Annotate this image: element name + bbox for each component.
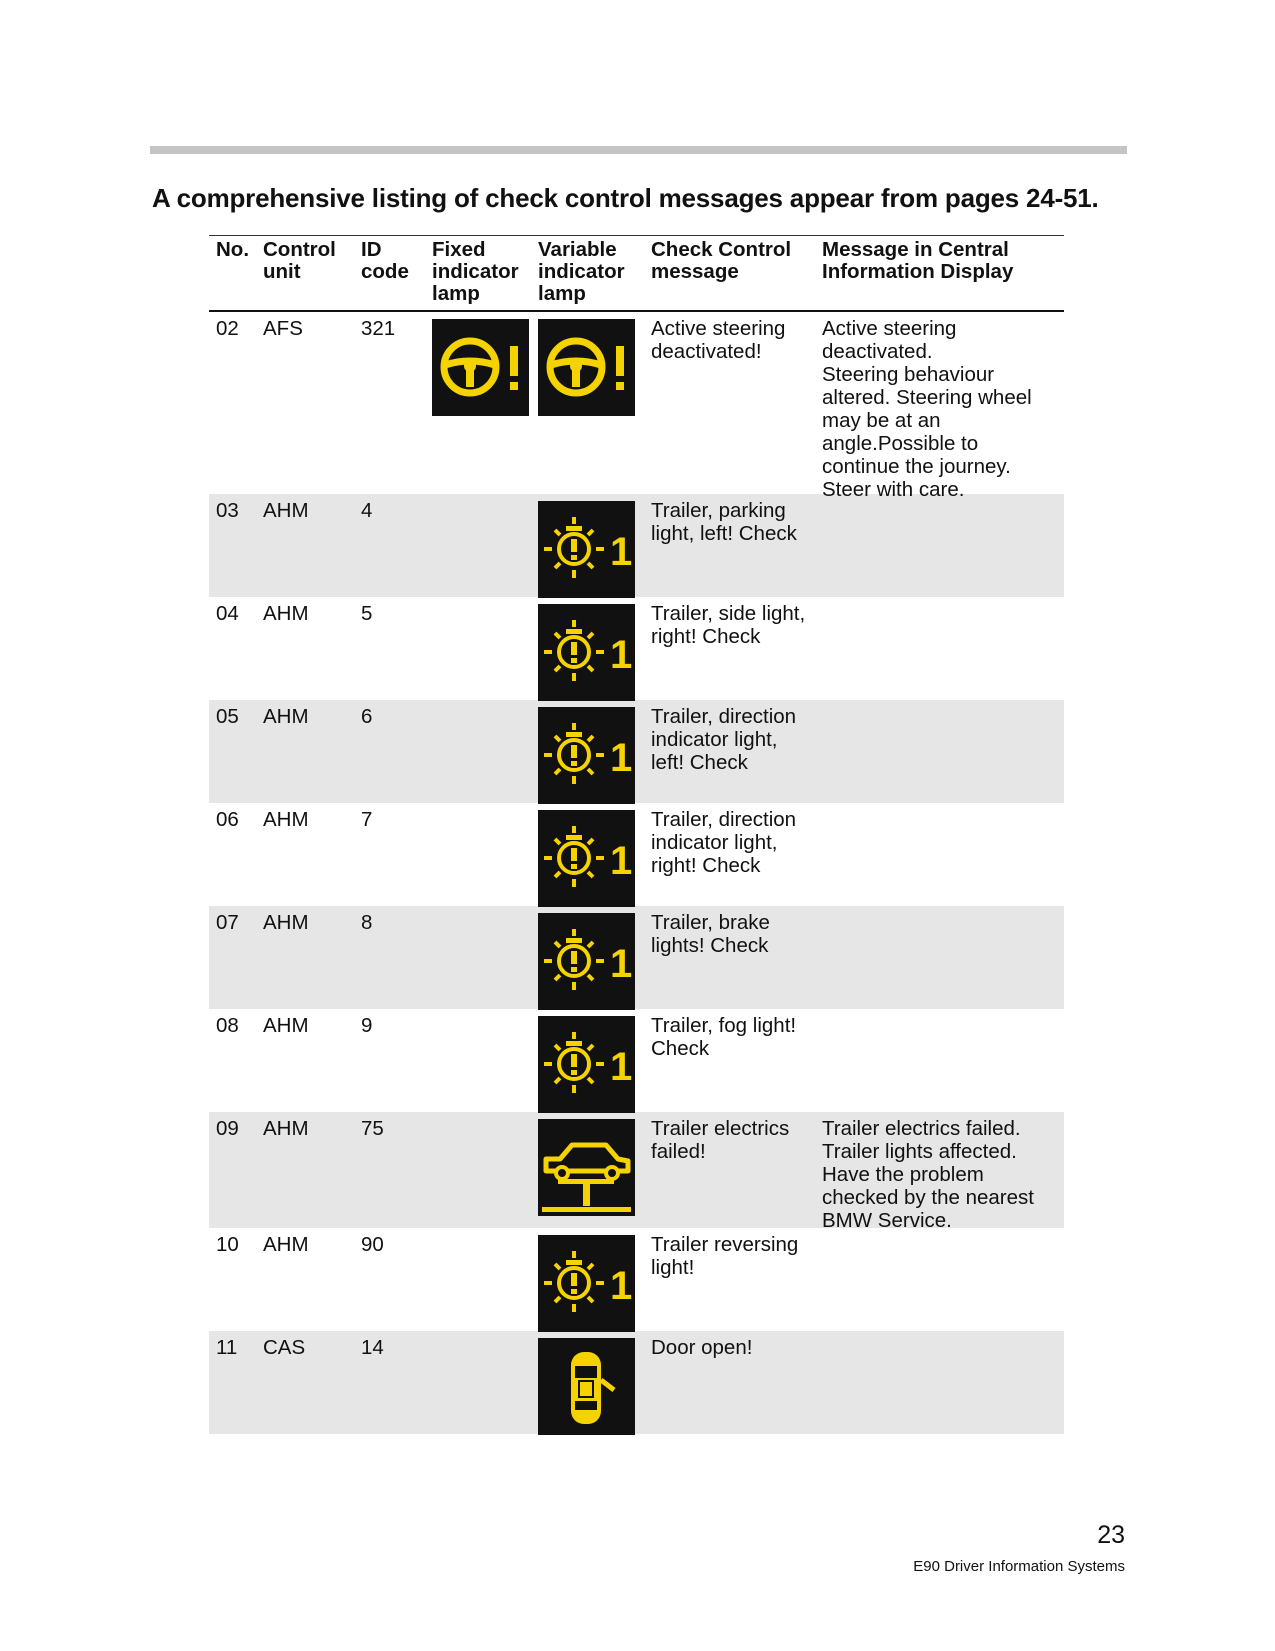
header-fixed-lamp: Fixed indicator lamp xyxy=(432,238,519,305)
row-control-unit: AHM xyxy=(263,1014,309,1037)
row-number: 04 xyxy=(216,602,239,625)
row-fixed-lamp xyxy=(427,1112,533,1228)
row-number: 05 xyxy=(216,705,239,728)
row-id-code: 90 xyxy=(361,1233,384,1256)
row-cid-message xyxy=(817,803,1064,906)
row-fixed-lamp xyxy=(427,312,533,494)
row-fixed-lamp xyxy=(427,494,533,597)
door-open-icon xyxy=(538,1338,635,1435)
row-control-unit: CAS xyxy=(263,1336,306,1359)
row-control-unit: AHM xyxy=(263,602,309,625)
row-variable-lamp xyxy=(533,1112,647,1228)
row-variable-lamp xyxy=(533,1331,647,1434)
row-check-control-message: Trailer, fog light! Check xyxy=(651,1014,797,1060)
row-number: 09 xyxy=(216,1117,239,1140)
table-row xyxy=(209,597,1064,700)
row-control-unit: AHM xyxy=(263,1117,309,1140)
row-check-control-message: Trailer reversing light! xyxy=(651,1233,799,1279)
row-check-control-message: Door open! xyxy=(651,1336,753,1359)
row-id-code: 9 xyxy=(361,1014,373,1037)
row-variable-lamp xyxy=(533,803,647,906)
svg-text:1: 1 xyxy=(610,839,633,883)
row-id-code: 7 xyxy=(361,808,373,831)
row-check-control-message: Trailer, brake lights! Check xyxy=(651,911,770,957)
footer-title: E90 Driver Information Systems xyxy=(913,1558,1125,1575)
row-check-control-message: Active steering deactivated! xyxy=(651,317,786,363)
header-control-unit: Control unit xyxy=(263,238,336,283)
row-cid-message: Trailer electrics failed. Trailer lights affected. Have the problem checked by the nearest BMW Service. xyxy=(822,1117,1034,1232)
row-cid-message xyxy=(817,906,1064,1009)
trailer-lamp-warning-icon xyxy=(538,501,635,598)
row-check-control-message: Trailer, parking light, left! Check xyxy=(651,499,797,545)
page-headline: A comprehensive listing of check control messages appear from pages 24-51. xyxy=(152,183,1099,213)
row-variable-lamp xyxy=(533,1009,647,1112)
row-check-control-message: Trailer, direction indicator light, left! Check xyxy=(651,705,797,774)
header-variable-lamp: Variable indicator lamp xyxy=(538,238,625,305)
row-fixed-lamp xyxy=(427,700,533,803)
row-id-code: 8 xyxy=(361,911,373,934)
page-number: 23 xyxy=(1097,1521,1125,1549)
header-no: No. xyxy=(216,238,250,261)
trailer-lamp-warning-icon xyxy=(538,1235,635,1332)
row-fixed-lamp xyxy=(427,803,533,906)
trailer-lamp-warning-icon xyxy=(538,913,635,1010)
table-row xyxy=(209,906,1064,1009)
table-row xyxy=(209,1112,1064,1232)
trailer-lamp-warning-icon xyxy=(538,810,635,907)
row-check-control-message: Trailer, side light, right! Check xyxy=(651,602,806,648)
steering-warning-icon xyxy=(538,319,635,416)
row-check-control-message: Trailer, direction indicator light, right! Check xyxy=(651,808,797,877)
trailer-lamp-warning-icon xyxy=(538,707,635,804)
row-variable-lamp xyxy=(533,312,647,494)
steering-warning-icon xyxy=(432,319,529,416)
svg-text:1: 1 xyxy=(610,530,633,574)
table-body xyxy=(209,312,1064,1434)
row-cid-message xyxy=(817,1228,1064,1331)
row-cid-message: Active steering deactivated. Steering behaviour altered. Steering wheel may be at an angle.Possible to continue the journey. Steer with care. xyxy=(822,317,1032,501)
row-number: 06 xyxy=(216,808,239,831)
row-cid-message xyxy=(817,1331,1064,1434)
row-cid-message xyxy=(817,1009,1064,1112)
row-id-code: 14 xyxy=(361,1336,384,1359)
row-fixed-lamp xyxy=(427,597,533,700)
row-fixed-lamp xyxy=(427,1009,533,1112)
top-rule xyxy=(150,146,1127,154)
row-number: 11 xyxy=(216,1336,238,1359)
row-id-code: 321 xyxy=(361,317,396,340)
row-variable-lamp xyxy=(533,597,647,700)
row-number: 08 xyxy=(216,1014,239,1037)
header-id-code: ID code xyxy=(361,238,409,283)
car-lift-icon xyxy=(538,1119,635,1216)
table-row xyxy=(209,700,1064,803)
trailer-lamp-warning-icon xyxy=(538,1016,635,1113)
table-row xyxy=(209,803,1064,906)
row-variable-lamp xyxy=(533,1228,647,1331)
row-cid-message xyxy=(817,700,1064,803)
row-cid-message xyxy=(817,494,1064,597)
row-control-unit: AHM xyxy=(263,808,309,831)
table-row xyxy=(209,1331,1064,1434)
row-control-unit: AHM xyxy=(263,705,309,728)
row-number: 02 xyxy=(216,317,239,340)
svg-text:1: 1 xyxy=(610,633,633,677)
row-fixed-lamp xyxy=(427,1228,533,1331)
row-control-unit: AHM xyxy=(263,911,309,934)
row-id-code: 6 xyxy=(361,705,373,728)
row-id-code: 5 xyxy=(361,602,373,625)
row-control-unit: AHM xyxy=(263,1233,309,1256)
svg-text:1: 1 xyxy=(610,1045,633,1089)
table-header xyxy=(209,235,1064,312)
table-row xyxy=(209,312,1064,501)
row-control-unit: AHM xyxy=(263,499,309,522)
row-number: 10 xyxy=(216,1233,239,1256)
row-number: 03 xyxy=(216,499,239,522)
row-id-code: 75 xyxy=(361,1117,384,1140)
row-fixed-lamp xyxy=(427,906,533,1009)
trailer-lamp-warning-icon xyxy=(538,604,635,701)
row-check-control-message: Trailer electrics failed! xyxy=(651,1117,790,1163)
row-variable-lamp xyxy=(533,700,647,803)
table-row xyxy=(209,1228,1064,1331)
table-row xyxy=(209,494,1064,597)
svg-text:1: 1 xyxy=(610,942,633,986)
svg-text:1: 1 xyxy=(610,1264,633,1308)
row-variable-lamp xyxy=(533,906,647,1009)
header-check-control: Check Control message xyxy=(651,238,792,283)
row-cid-message xyxy=(817,597,1064,700)
svg-text:1: 1 xyxy=(610,736,633,780)
row-control-unit: AFS xyxy=(263,317,303,340)
table-row xyxy=(209,1009,1064,1112)
row-number: 07 xyxy=(216,911,239,934)
check-control-table xyxy=(209,235,1064,1434)
row-fixed-lamp xyxy=(427,1331,533,1434)
header-cid-message: Message in Central Information Display xyxy=(822,238,1014,283)
row-variable-lamp xyxy=(533,494,647,597)
row-id-code: 4 xyxy=(361,499,373,522)
